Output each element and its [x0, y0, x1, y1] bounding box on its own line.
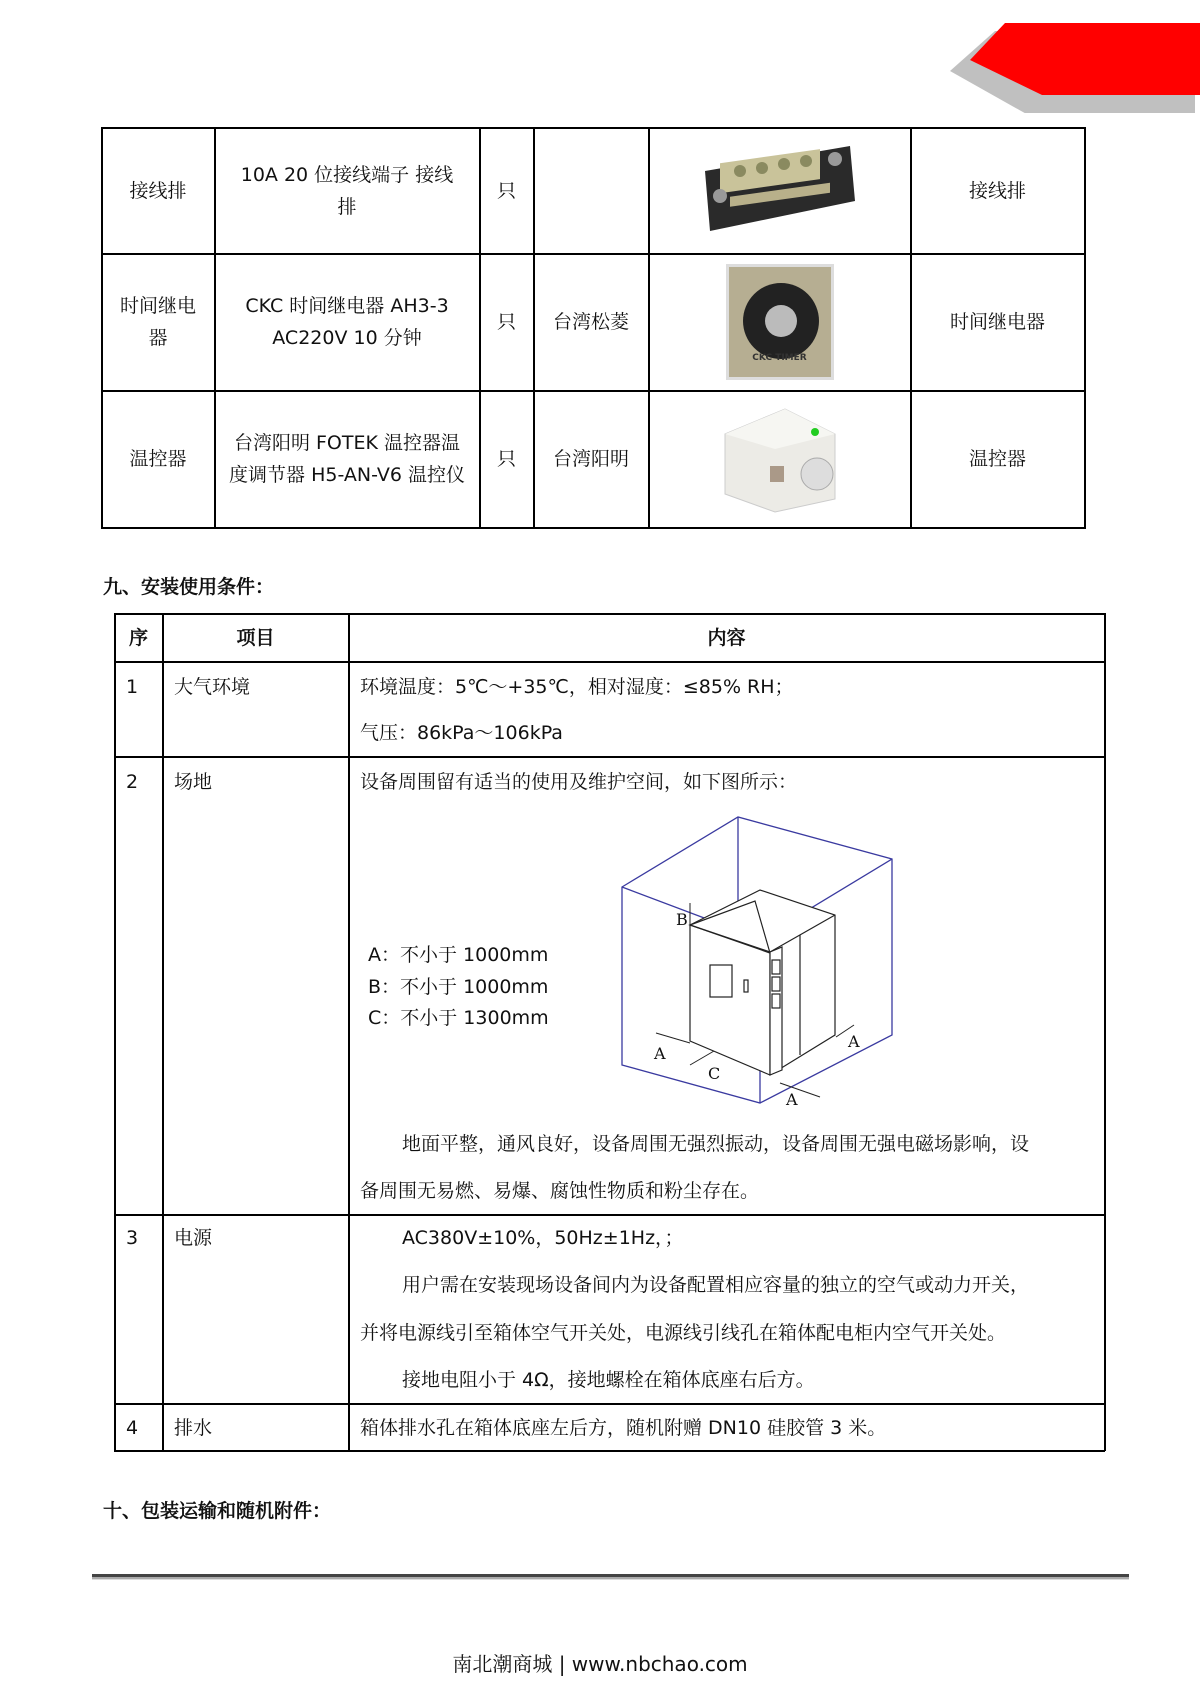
part-name: 温控器 — [129, 448, 187, 470]
clearance-diagram — [620, 815, 900, 1105]
row-number: 1 — [126, 676, 139, 698]
part-spec: 10A 20 位接线端子 接线排 — [240, 163, 454, 218]
diagram-label-c: C — [708, 1064, 721, 1083]
part-name: 时间继电器 — [119, 295, 196, 349]
row-content-line: 环境温度：5℃～+35℃，相对湿度：≤85% RH； — [360, 676, 794, 698]
part-brand: 台湾阳明 — [552, 448, 629, 470]
clearance-legend-a: A：不小于 1000mm — [368, 944, 549, 966]
clearance-legend-b: B：不小于 1000mm — [368, 976, 549, 998]
part-remark: 时间继电器 — [949, 311, 1045, 333]
temperature-controller-image — [715, 404, 845, 514]
row-content-line: 地面平整，通风良好，设备周围无强烈振动，设备周围无强电磁场影响，设 — [402, 1133, 1030, 1155]
diagram-label-b: B — [676, 910, 688, 929]
row-content-line: 接地电阻小于 4Ω，接地螺栓在箱体底座右后方。 — [402, 1369, 815, 1391]
row-item: 电源 — [174, 1227, 213, 1249]
row-number: 3 — [126, 1227, 139, 1249]
row-content-line: 设备周围留有适当的使用及维护空间，如下图所示： — [360, 771, 798, 793]
part-unit: 只 — [496, 448, 516, 470]
part-remark: 接线排 — [968, 179, 1026, 202]
footer-divider — [92, 1574, 1129, 1580]
table-row — [102, 391, 214, 527]
header-no: 序 — [128, 626, 148, 649]
part-spec: CKC 时间继电器 AH3-3 AC220V 10 分钟 — [245, 295, 449, 349]
clearance-legend-c: C：不小于 1300mm — [368, 1007, 549, 1029]
header-ribbon-decoration — [950, 18, 1200, 113]
footer-text: 南北潮商城 | www.nbchao.com — [452, 1652, 748, 1676]
part-unit: 只 — [496, 179, 516, 202]
row-item: 大气环境 — [174, 676, 251, 698]
row-item: 场地 — [174, 771, 213, 793]
row-item: 排水 — [174, 1417, 213, 1439]
part-name: 接线排 — [129, 179, 187, 202]
row-content-line: 气压：86kPa～106kPa — [360, 722, 563, 744]
row-content-line: 并将电源线引至箱体空气开关处，电源线引线孔在箱体配电柜内空气开关处。 — [360, 1322, 1007, 1344]
table-row — [102, 128, 214, 253]
table-row — [102, 254, 214, 390]
row-content-line: 备周围无易燃、易爆、腐蚀性物质和粉尘存在。 — [360, 1180, 760, 1202]
part-unit: 只 — [496, 311, 516, 333]
timer-relay-image — [726, 264, 834, 380]
part-remark: 温控器 — [968, 448, 1026, 470]
diagram-label-a-left: A — [654, 1044, 666, 1063]
row-number: 4 — [126, 1417, 139, 1439]
header-item: 项目 — [236, 626, 275, 649]
diagram-label-a-right: A — [848, 1032, 860, 1051]
header-content: 内容 — [707, 626, 746, 649]
diagram-label-a-front: A — [786, 1090, 798, 1105]
row-number: 2 — [126, 771, 139, 793]
row-content-line: AC380V±10%，50Hz±1Hz，； — [402, 1227, 684, 1249]
part-spec: 台湾阳明 FOTEK 温控器温度调节器 H5-AN-V6 温控仪 — [229, 432, 465, 486]
row-content-line: 箱体排水孔在箱体底座左后方，随机附赠 DN10 硅胶管 3 米。 — [360, 1417, 887, 1439]
terminal-block-image — [700, 141, 860, 241]
timer-label: CKC TIMER — [752, 353, 807, 363]
part-brand: 台湾松菱 — [552, 311, 629, 333]
section-10-heading: 十、包装运输和随机附件： — [103, 1500, 332, 1522]
section-9-heading: 九、安装使用条件： — [103, 576, 275, 598]
row-content-line: 用户需在安装现场设备间内为设备配置相应容量的独立的空气或动力开关， — [402, 1274, 1030, 1296]
